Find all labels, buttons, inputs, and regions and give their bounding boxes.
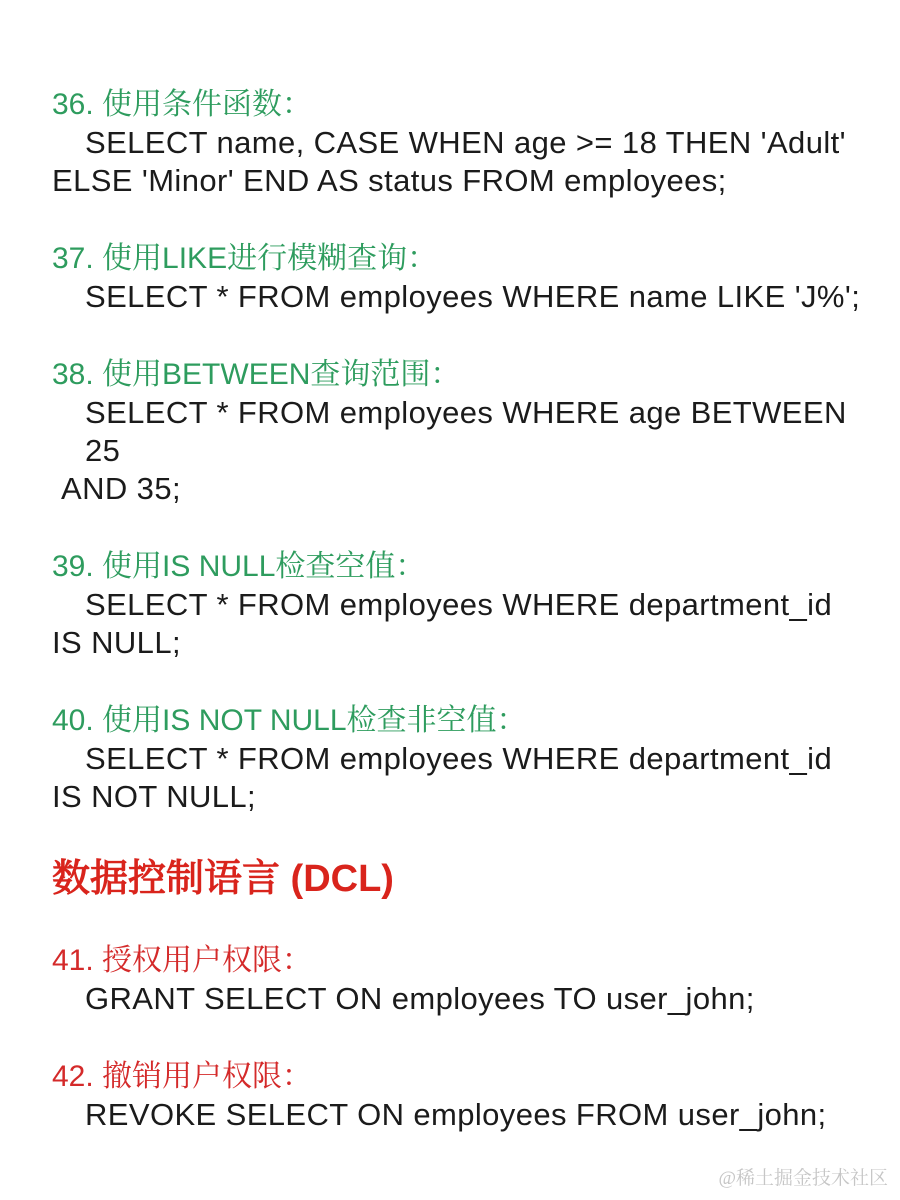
code-line: SELECT * FROM employees WHERE age BETWEEN 25 — [85, 395, 856, 468]
item-39-heading: 39. 使用IS NULL检查空值： — [52, 550, 426, 583]
code-line: ELSE 'Minor' END AS status FROM employees; — [52, 163, 727, 198]
item-40-heading: 40. 使用IS NOT NULL检查非空值： — [52, 704, 527, 737]
item-36-heading: 36. 使用条件函数： — [52, 88, 313, 121]
sql-item-38 — [52, 356, 862, 508]
code-line: SELECT name, CASE WHEN age >= 18 THEN 'Adult' — [85, 125, 846, 160]
item-38-heading: 38. 使用BETWEEN查询范围： — [52, 358, 461, 391]
watermark: @稀土掘金技术社区 — [718, 1168, 888, 1189]
sql-item-40 — [52, 702, 862, 816]
item-41-heading: 41. 授权用户权限： — [52, 944, 313, 977]
code-line: IS NOT NULL; — [52, 779, 257, 814]
sql-item-39 — [52, 548, 862, 662]
document-content — [52, 86, 862, 1174]
item-37-heading: 37. 使用LIKE进行模糊查询： — [52, 242, 438, 275]
code-line: AND 35; — [52, 471, 181, 506]
code-line: SELECT * FROM employees WHERE department_id — [85, 587, 833, 622]
code-line: SELECT * FROM employees WHERE department_id — [85, 741, 833, 776]
sql-item-37 — [52, 240, 862, 316]
code-line: GRANT SELECT ON employees TO user_john; — [85, 981, 755, 1016]
sql-item-42 — [52, 1058, 862, 1134]
sql-item-36 — [52, 86, 862, 200]
sql-item-41 — [52, 942, 862, 1018]
code-line: IS NULL; — [52, 625, 181, 660]
code-line: SELECT * FROM employees WHERE name LIKE 'J%'; — [85, 279, 861, 314]
code-line: REVOKE SELECT ON employees FROM user_john; — [85, 1097, 827, 1132]
item-42-heading: 42. 撤销用户权限： — [52, 1060, 313, 1093]
section-title-dcl: 数据控制语言 (DCL) — [52, 858, 394, 900]
